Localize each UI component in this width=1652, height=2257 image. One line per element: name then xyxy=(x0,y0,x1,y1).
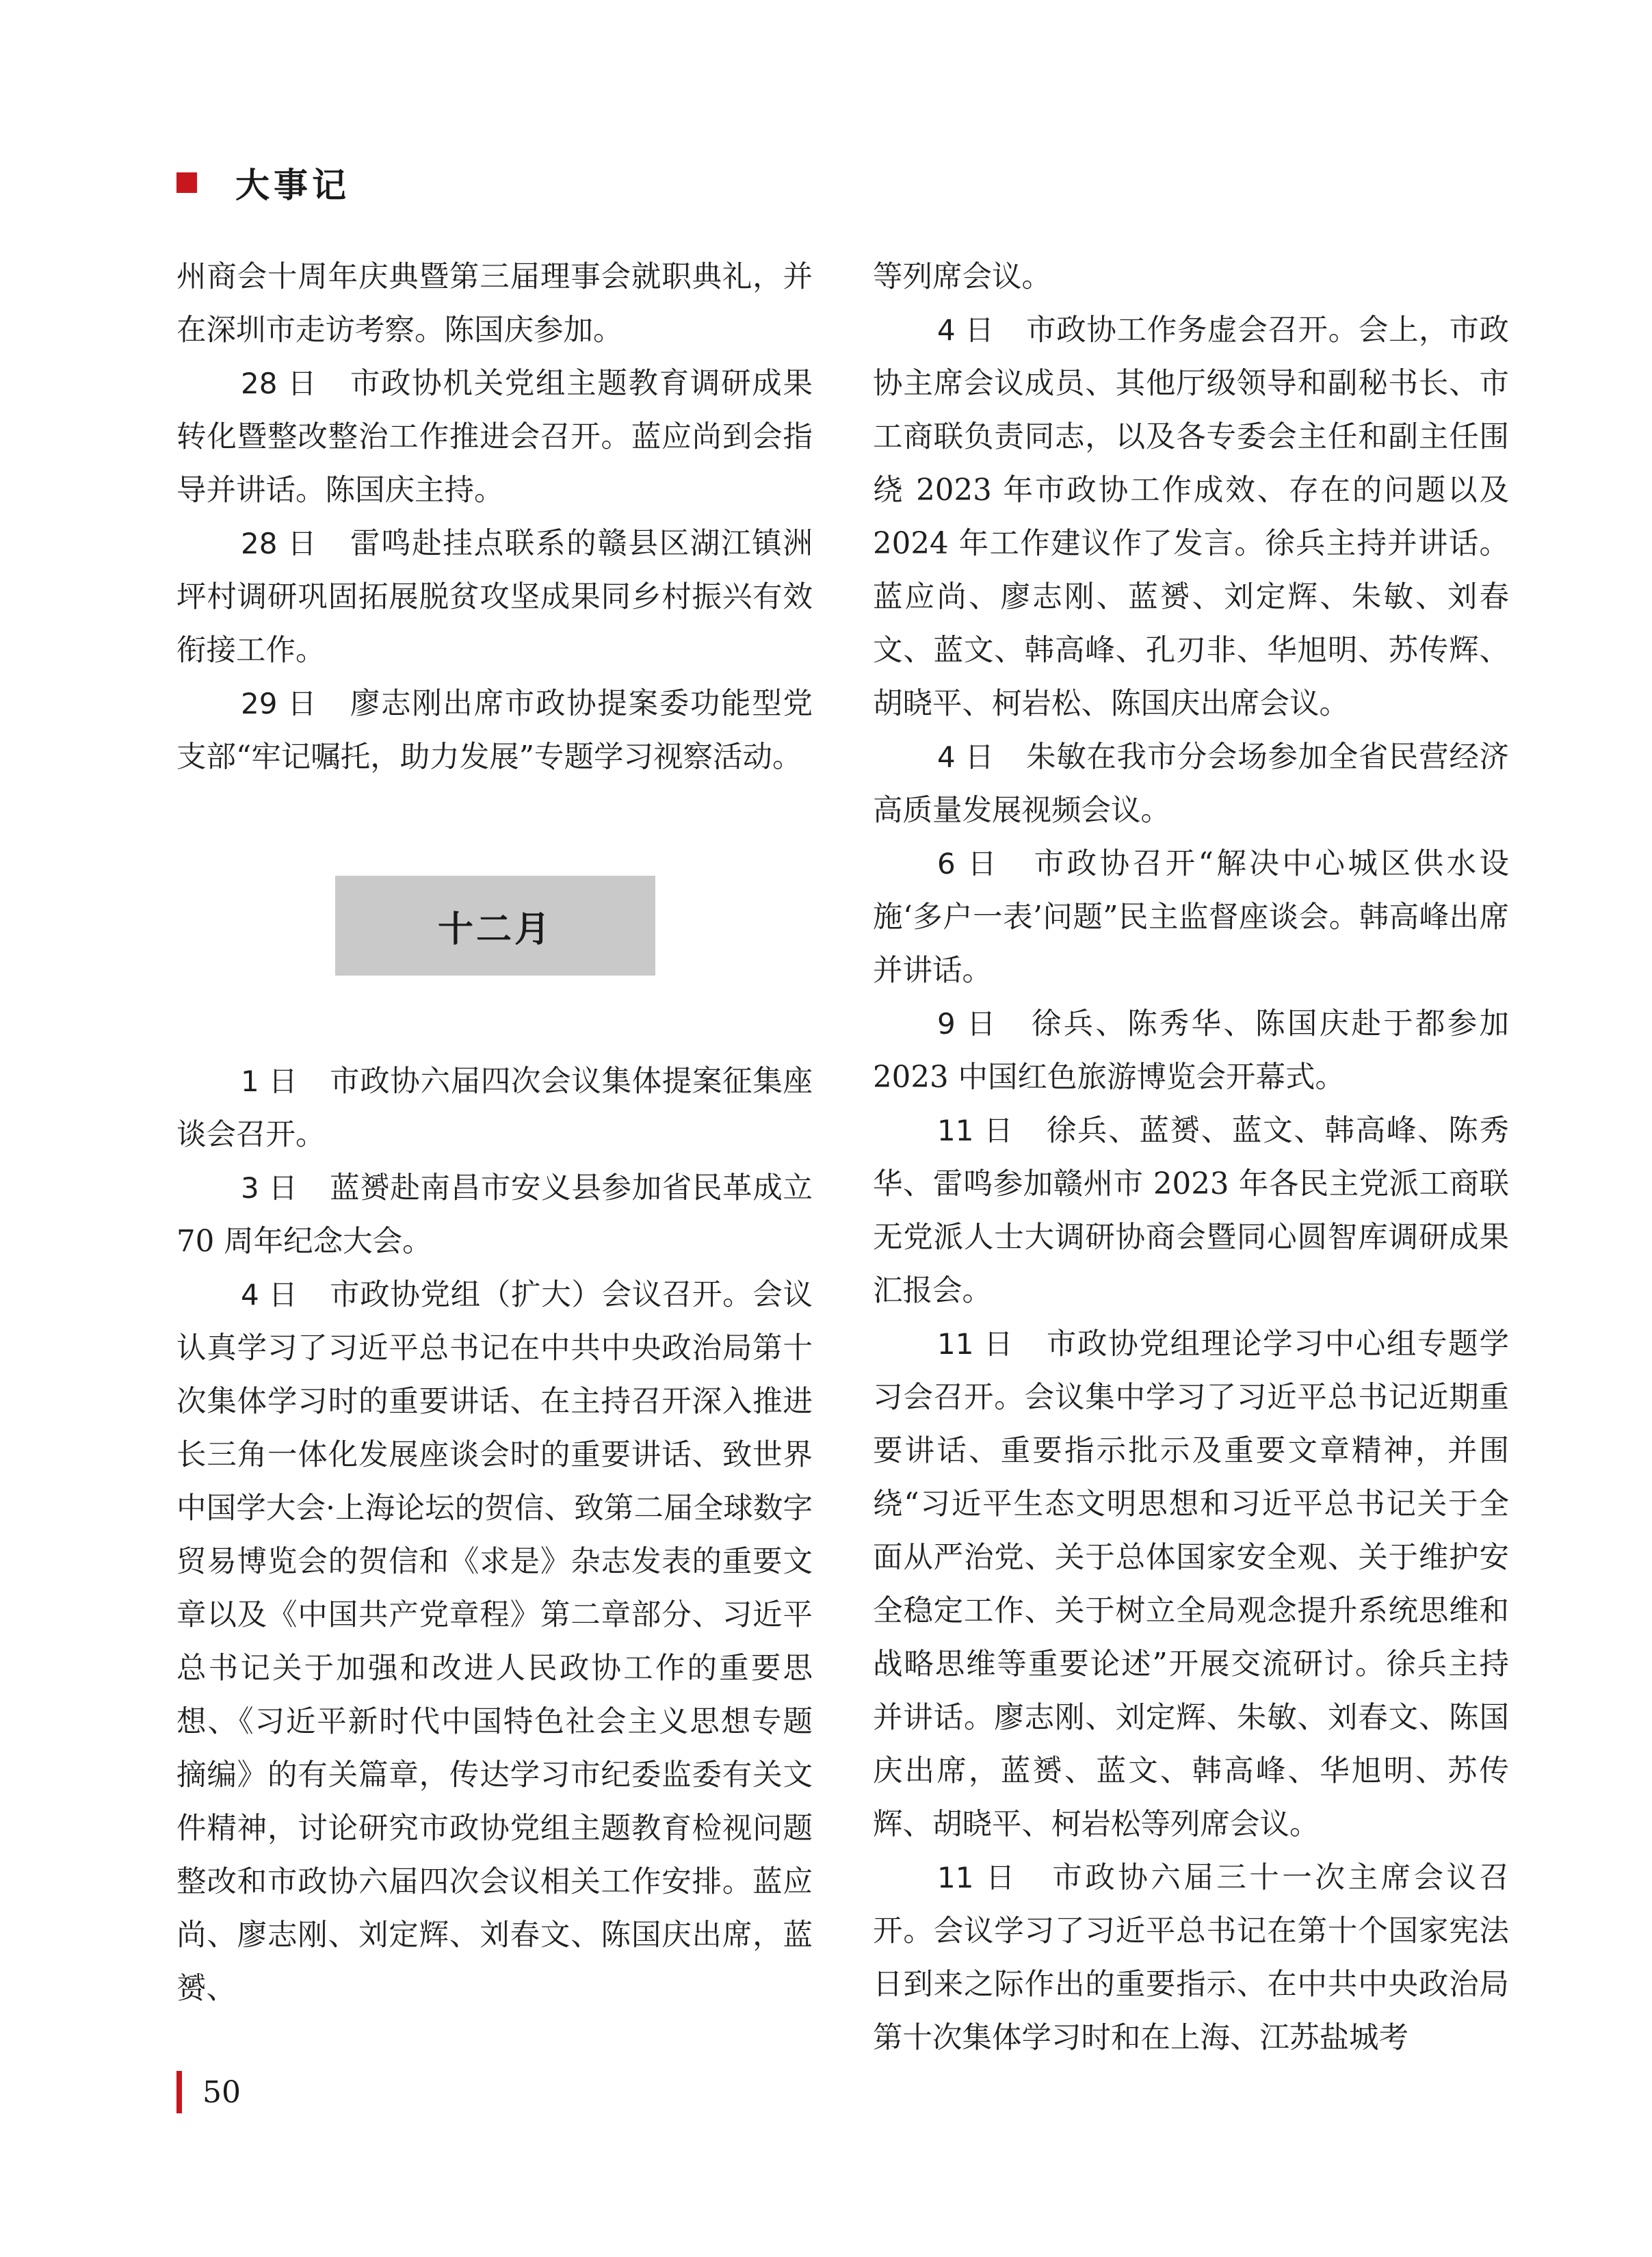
event-entry xyxy=(176,1162,813,1268)
month-heading-box xyxy=(335,876,655,976)
entry-day: 28 日 xyxy=(241,367,318,400)
entry-day: 9 日 xyxy=(937,1007,998,1041)
red-bar-icon xyxy=(176,2071,182,2113)
entries-before-month xyxy=(176,250,813,784)
page-header xyxy=(176,159,350,207)
entry-text: 等列席会议。 xyxy=(873,260,1051,294)
section-title: 大事记 xyxy=(235,166,350,205)
entry-text: 市政协六届三十一次主席会议召开。会议学习了习近平总书记在第十个国家宪法日到来之际作出的重要指示、在中共中央政治局第十次集体学习时和在上海、江苏盐城考 xyxy=(873,1861,1510,2055)
event-entry xyxy=(873,1851,1509,2065)
entry-text: 蓝赟赴南昌市安义县参加省民革成立 70 周年纪念大会。 xyxy=(176,1171,813,1259)
entry-day: 6 日 xyxy=(937,847,1000,880)
entry-continuation xyxy=(873,250,1509,304)
red-square-icon xyxy=(176,172,197,193)
entry-text: 州商会十周年庆典暨第三届理事会就职典礼，并在深圳市走访考察。陈国庆参加。 xyxy=(176,260,813,348)
event-entry xyxy=(176,357,813,517)
entry-day: 28 日 xyxy=(241,527,318,560)
entry-continuation xyxy=(176,250,813,357)
event-entry xyxy=(873,304,1509,731)
event-entry xyxy=(176,677,813,784)
entry-text: 朱敏在我市分会场参加全省民营经济高质量发展视频会议。 xyxy=(873,740,1510,828)
entries-after-month xyxy=(176,1055,813,2015)
entry-text: 徐兵、陈秀华、陈国庆赴于都参加 2023 中国红色旅游博览会开幕式。 xyxy=(873,1007,1509,1095)
event-entry xyxy=(176,1268,813,2015)
event-entry xyxy=(873,997,1509,1104)
event-entry xyxy=(873,837,1509,997)
event-entry xyxy=(176,517,813,677)
entry-text: 市政协六届四次会议集体提案征集座谈会召开。 xyxy=(176,1065,813,1152)
entry-text: 市政协党组（扩大）会议召开。会议认真学习了习近平总书记在中共中央政治局第十次集体学习时的重要讲话、在主持召开深入推进长三角一体化发展座谈会时的重要讲话、致世界中国学大会·上海论坛的贺信、致第二届全球数字贸易博览会的贺信和《求是》杂志发表的重要文章以及《中国共产党章程》第二章部分、习近平总书记关于加强和改进人民政协工作的重要思想、《习近平新时代中国特色社会主义思想专题摘编》的有关篇章，传达学习市纪委监委有关文件精神，讨论研究市政协党组主题教育检视问题整改和市政协六届四次会议相关工作安排。蓝应尚、廖志刚、刘定辉、刘春文、陈国庆出席，蓝赟、 xyxy=(176,1278,813,2006)
entry-day: 1 日 xyxy=(241,1065,298,1098)
left-column xyxy=(176,250,813,2015)
entry-day: 3 日 xyxy=(241,1171,298,1205)
entry-text: 市政协党组理论学习中心组专题学习会召开。会议集中学习了习近平总书记近期重要讲话、重要指示批示及重要文章精神，并围绕“习近平生态文明思想和习近平总书记关于全面从严治党、关于总体国家安全观、关于维护安全稳定工作、关于树立全局观念提升系统思维和战略思维等重要论述”开展交流研讨。徐兵主持并讲话。廖志刚、刘定辉、朱敏、刘春文、陈国庆出席，蓝赟、蓝文、韩高峰、华旭明、苏传辉、胡晓平、柯岩松等列席会议。 xyxy=(873,1327,1509,1842)
entry-day: 11 日 xyxy=(937,1861,1018,1894)
entry-day: 4 日 xyxy=(241,1278,298,1312)
event-entry xyxy=(873,1104,1509,1318)
entry-text: 市政协机关党组主题教育调研成果转化暨整改整治工作推进会召开。蓝应尚到会指导并讲话。陈国庆主持。 xyxy=(176,367,813,508)
entry-text: 市政协召开“解决中心城区供水设施‘多户一表’问题”民主监督座谈会。韩高峰出席并讲话。 xyxy=(873,847,1509,988)
entry-day: 29 日 xyxy=(241,687,318,720)
entry-day: 11 日 xyxy=(937,1327,1014,1361)
entry-text: 廖志刚出席市政协提案委功能型党支部“牢记嘱托，助力发展”专题学习视察活动。 xyxy=(176,687,813,774)
page-footer xyxy=(176,2070,241,2114)
event-entry xyxy=(873,731,1509,837)
event-entry xyxy=(873,1318,1509,1851)
entry-day: 4 日 xyxy=(937,313,995,347)
entry-day: 11 日 xyxy=(937,1114,1014,1147)
entry-text: 市政协工作务虚会召开。会上，市政协主席会议成员、其他厅级领导和副秘书长、市工商联负责同志，以及各专委会主任和副主任围绕 2023 年市政协工作成效、存在的问题以及 2024 年工作建议作了发言。徐兵主持并讲话。蓝应尚、廖志刚、蓝赟、刘定辉、朱敏、刘春文、蓝文、韩高峰、孔刃非、华旭明、苏传辉、胡晓平、柯岩松、陈国庆出席会议。 xyxy=(873,313,1510,721)
page-number: 50 xyxy=(202,2074,241,2110)
entry-day: 4 日 xyxy=(937,740,995,774)
month-title: 十二月 xyxy=(437,909,553,950)
entry-text: 徐兵、蓝赟、蓝文、韩高峰、陈秀华、雷鸣参加赣州市 2023 年各民主党派工商联无党派人士大调研协商会暨同心圆智库调研成果汇报会。 xyxy=(873,1114,1509,1308)
right-column xyxy=(873,250,1509,2065)
entry-text: 雷鸣赴挂点联系的赣县区湖江镇洲坪村调研巩固拓展脱贫攻坚成果同乡村振兴有效衔接工作。 xyxy=(176,527,813,668)
event-entry xyxy=(176,1055,813,1162)
